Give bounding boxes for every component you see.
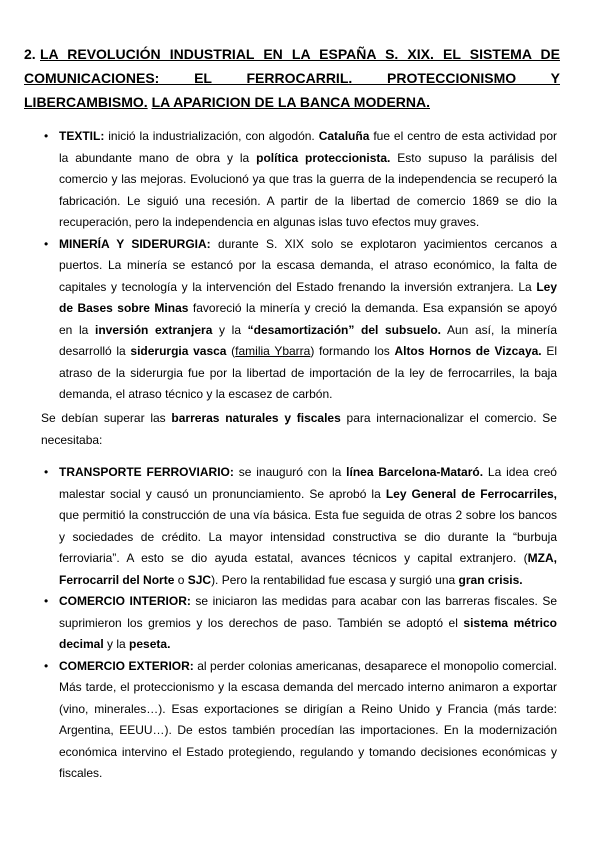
mineria-bold: “desamortización” del subsuelo. [247, 322, 442, 337]
mineria-text: Aun así, la minería desarrolló la [59, 322, 557, 358]
mineria-bold: siderurgia vasca [130, 344, 227, 358]
textil-label: TEXTIL: [59, 129, 105, 143]
transporte-bold: MZA, Ferrocarril del Norte [59, 551, 557, 587]
transporte-bold: Ley General de Ferrocarriles, [385, 486, 557, 501]
list-item-interior [41, 591, 557, 656]
commerce-list [41, 462, 557, 785]
transporte-text: ). Pero la rentabilidad fue escasa y surgió una [211, 572, 459, 587]
industry-list [41, 126, 557, 406]
interior-text: y la [103, 637, 130, 651]
list-item-exterior [41, 656, 557, 785]
exterior-text: al perder colonias americanas, desaparece el monopolio comercial. Más tarde, el proteccionismo y la escasa demanda del mercado interno animaron a exportar (vino, minerales…). Esas exportaciones se dirigían a Reino Unido y Francia (más tarde: Argentina, EEUU…). De estos también procedían las importaciones. En la modernización económica intervino el Estado protegiendo, regulando y tomando decisiones económicas y fiscales. [59, 658, 557, 780]
transporte-text: o [174, 572, 188, 587]
paragraph-text: para internacionalizar el comercio. Se necesitaba: [41, 411, 557, 447]
mineria-bold: inversión extranjera [95, 322, 213, 337]
textil-bold: Cataluña [318, 129, 370, 143]
heading-title: LA REVOLUCIÓN INDUSTRIAL EN LA ESPAÑA S. XIX. EL SISTEMA DE COMUNICACIONES: EL FERROCARRIL. PROTECCIONISMO Y LIBERCAMBISMO. [24, 46, 560, 110]
mineria-text: ( [226, 344, 236, 358]
transporte-bold: SJC [187, 572, 212, 587]
interior-bold: peseta. [129, 637, 171, 651]
textil-bold: política proteccionista. [256, 150, 391, 165]
textil-text: Esto supuso la parálisis del comercio y las mejoras. Evolucionó ya que tras la guerra de la independencia se recuperó la fabricación. Le siguió una recesión. A partir de la libertad de comercio 1869 se dio la recuperación, pero la independencia en algunas islas tuvo efectos muy graves. [59, 150, 557, 229]
interior-bold: sistema métrico decimal [59, 615, 557, 651]
mineria-underlined: familia Ybarra [235, 344, 311, 358]
transporte-text: que permitió la construcción de una vía básica. Esta fue seguida de otras 2 sobre los bancos y sociedades de crédito. La mayor intensidad constructiva se dio durante la “burbuja ferroviaria”. A esto se dio ayuda estatal, avances técnicos y capital extranjero. ( [59, 508, 557, 565]
transporte-bold: gran crisis. [458, 572, 523, 587]
list-item-textil [41, 126, 557, 234]
mineria-label: MINERÍA Y SIDERURGIA: [59, 236, 211, 251]
list-item-mineria [41, 234, 557, 406]
textil-text: inició la industrialización, con algodón. [104, 129, 319, 143]
mineria-text: durante S. XIX solo se explotaron yacimientos cercanos a puertos. La minería se estancó por la escasa demanda, el atraso económico, la falta de capitales y tecnología y la intervención del Estado frenando la inversión extranjera. La [59, 236, 557, 294]
transporte-text: se inauguró con la [233, 465, 347, 479]
exterior-label: COMERCIO EXTERIOR: [59, 658, 194, 673]
interior-text: se iniciaron las medidas para acabar con las barreras fiscales. Se suprimieron los gremios y los derechos de paso. También se adoptó el [59, 594, 557, 630]
mineria-text: favoreció la minería y creció la demanda. Esa expansión se apoyó en la [59, 301, 557, 337]
transporte-text: La idea creó malestar social y causó un pronunciamiento. Se aprobó la [59, 465, 557, 501]
heading-subtitle: LA APARICION DE LA BANCA MODERNA. [151, 94, 430, 110]
mineria-text: ) formando los [310, 344, 395, 358]
list-item-transporte [41, 462, 557, 591]
mineria-bold: Ley de Bases sobre Minas [59, 279, 557, 315]
transporte-bold: línea Barcelona-Mataró. [346, 465, 484, 479]
paragraph-bold: barreras naturales y fiscales [171, 411, 341, 425]
mineria-text: y la [212, 322, 248, 337]
textil-text: fue el centro de esta actividad por la abundante mano de obra y la [59, 129, 558, 165]
section-number: 2. [24, 46, 36, 62]
mineria-text: El atraso de la siderurgia fue por la libertad de importación de la ley de ferrocarriles, la baja demanda, el atraso técnico y la escasez de carbón. [59, 344, 557, 401]
paragraph-text: Se debían superar las [41, 411, 172, 425]
intro-paragraph [41, 408, 557, 451]
interior-label: COMERCIO INTERIOR: [59, 594, 191, 608]
transporte-label: TRANSPORTE FERROVIARIO: [59, 465, 234, 479]
section-heading [24, 42, 560, 114]
mineria-bold: Altos Hornos de Vizcaya. [394, 344, 542, 358]
